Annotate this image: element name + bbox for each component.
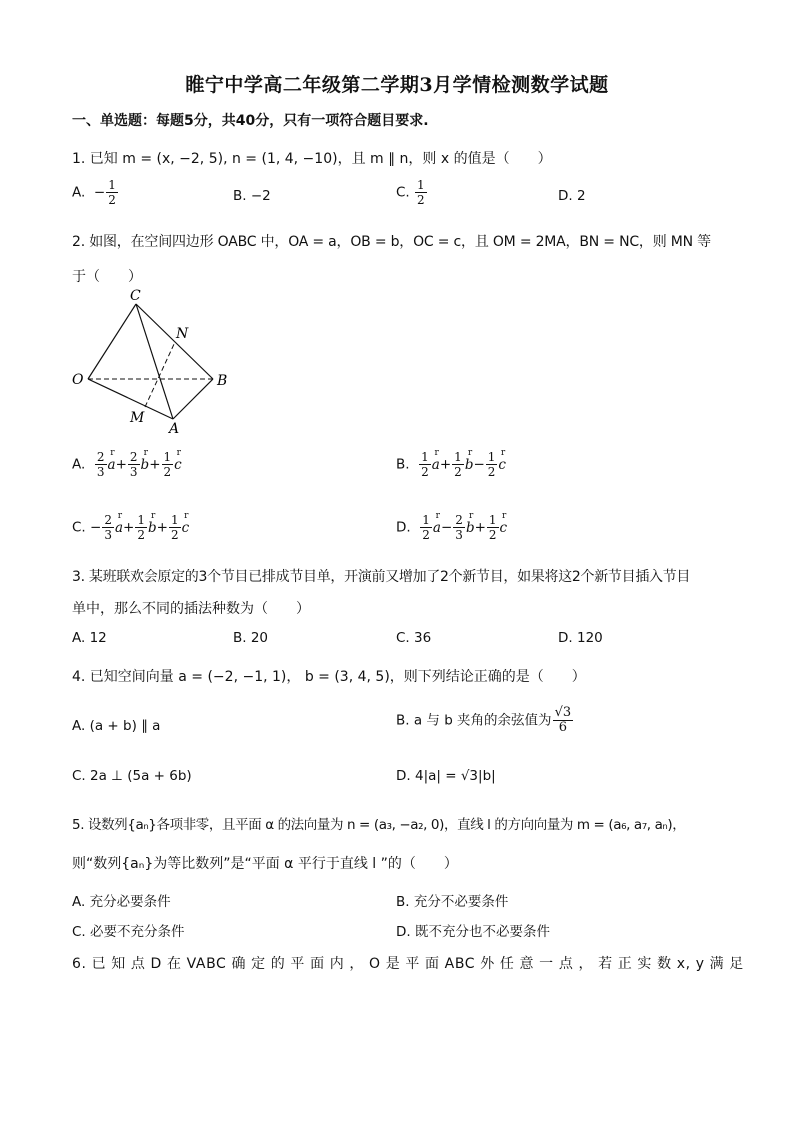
- q5-option-a: A. 充分必要条件: [72, 894, 171, 910]
- q5-stem-line2: 则“数列{aₙ}为等比数列”是“平面 α 平行于直线 l ”的（ ）: [72, 856, 458, 872]
- q2-option-b: B. $\frac{1}{2}$ r a+ $\frac{1}{2}$ r b− $\frac{1}{2}$ r c: [396, 450, 506, 479]
- q1-stem: 1. 已知 m = (x, −2, 5), n = (1, 4, −10)，且 m ∥ n，则 x 的值是（ ）: [72, 151, 552, 167]
- vertex-label-b: B: [217, 373, 228, 389]
- q2-stem-line1: 2. 如图，在空间四边形 OABC 中，OA = a，OB = b，OC = c，且 OM = 2MA，BN = NC，则 MN 等: [72, 234, 711, 250]
- q4-option-d: D. 4|a| = √3|b|: [396, 768, 496, 784]
- q2-option-d: D. $\frac{1}{2}$ r a− $\frac{2}{3}$ r b+ $\frac{1}{2}$ r c: [396, 513, 507, 542]
- q1-option-d: D. 2: [558, 188, 586, 204]
- q3-option-b: B. 20: [233, 630, 269, 646]
- q3-stem-line1: 3. 某班联欢会原定的3个节目已排成节目单，开演前又增加了2个新节目，如果将这2个新节目插入节目: [72, 569, 691, 585]
- vertex-label-c: C: [130, 288, 141, 304]
- q5-stem-line1: 5. 设数列{aₙ}各项非零，且平面 α 的法向量为 n = (a₃, −a₂, 0)，直线 l 的方向向量为 m = (a₆, a₇, aₙ)，: [72, 817, 686, 833]
- q3-option-a: A. 12: [72, 630, 107, 646]
- tetrahedron-figure: [68, 286, 238, 436]
- q4-stem: 4. 已知空间向量 a = (−2, −1, 1)， b = (3, 4, 5)，则下列结论正确的是（ ）: [72, 669, 586, 685]
- q4-option-b: B. a 与 b 夹角的余弦值为 $\frac{√3}{6}$: [396, 705, 572, 735]
- q3-stem-line2: 单中，那么不同的插法种数为（ ）: [72, 601, 310, 617]
- q1-option-b: B. −2: [233, 188, 271, 204]
- q1-option-a: A. − $\frac{1}{2}$: [72, 178, 116, 207]
- q6-stem-line1: 6. 已 知 点 D 在 VABC 确 定 的 平 面 内 ， O 是 平 面 ABC 外 任 意 一 点 ， 若 正 实 数 x, y 满 足: [72, 956, 744, 972]
- q1-option-c: C. $\frac{1}{2}$: [396, 178, 425, 207]
- q2-option-c: C. − $\frac{2}{3}$ r a+ $\frac{1}{2}$ r b+ $\frac{1}{2}$ r c: [72, 513, 189, 542]
- section-heading: 一、单选题：每题5分，共40分，只有一项符合题目要求.: [72, 113, 429, 129]
- q5-option-c: C. 必要不充分条件: [72, 924, 185, 940]
- q3-option-d: D. 120: [558, 630, 603, 646]
- q3-option-c: C. 36: [396, 630, 432, 646]
- q4-option-c: C. 2a ⊥ (5a + 6b): [72, 768, 192, 784]
- q4-option-a: A. (a + b) ∥ a: [72, 718, 161, 734]
- q5-option-b: B. 充分不必要条件: [396, 894, 509, 910]
- vertex-label-o: O: [72, 372, 84, 388]
- point-label-n: N: [176, 326, 189, 342]
- q2-stem-line2: 于（ ）: [72, 269, 142, 285]
- q5-option-d: D. 既不充分也不必要条件: [396, 924, 550, 940]
- page-title: 睢宁中学高二年级第二学期3月学情检测数学试题: [185, 74, 609, 96]
- vertex-label-a: A: [169, 421, 180, 436]
- point-label-m: M: [130, 410, 145, 426]
- q2-option-a: A. $\frac{2}{3}$ r a+ $\frac{2}{3}$ r b+ $\frac{1}{2}$ r c: [72, 450, 182, 479]
